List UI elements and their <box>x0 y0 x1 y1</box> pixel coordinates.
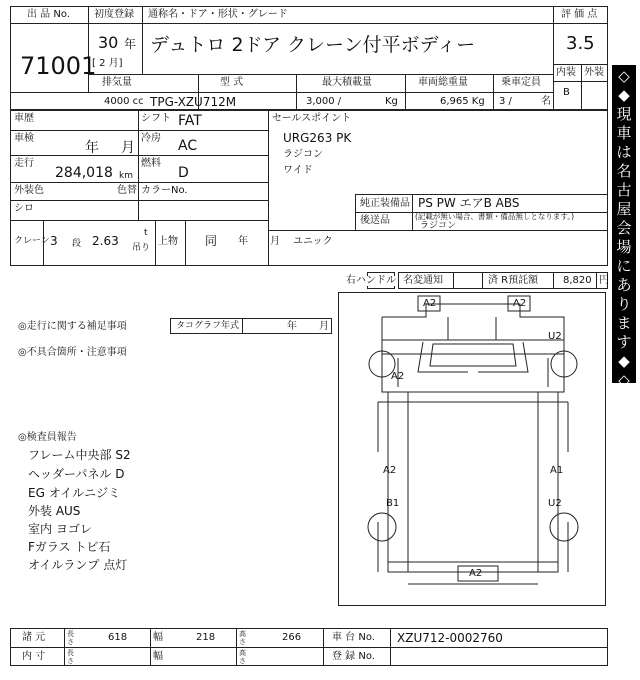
crane-stages-unit: 段 <box>72 239 82 249</box>
side-banner-char: ◇ <box>618 371 630 389</box>
inspector-line-4: 外装 AUS <box>28 504 81 518</box>
reg-no-label: 登 録 No. <box>332 651 375 662</box>
side-banner-char: 名 <box>616 162 632 180</box>
damage-mark-rear: A2 <box>469 568 483 579</box>
damage-mark-front-right: A2 <box>513 298 527 309</box>
mileage-value: 284,018 <box>55 165 113 181</box>
crane-maker: ユニック <box>293 236 333 247</box>
inspector-line-3: EG オイルニジミ <box>28 486 121 500</box>
side-banner-char: 車 <box>616 124 632 142</box>
color-change-label: 色替 <box>117 185 137 196</box>
score-value: 3.5 <box>566 33 595 54</box>
score-label: 評 価 点 <box>561 9 598 20</box>
side-banner-char: ◆ <box>618 352 630 370</box>
width-value: 218 <box>196 632 216 643</box>
standard-equipment-value: PS PW エアB ABS <box>418 196 520 210</box>
inspector-line-2: ヘッダーパネル D <box>28 467 125 481</box>
color-no-label: カラーNo. <box>141 185 188 196</box>
inspector-line-7: オイルランプ 点灯 <box>28 558 128 572</box>
side-banner-char: 会 <box>616 219 632 237</box>
lot-number: 71001 <box>20 52 97 80</box>
first-reg-year: 30 <box>98 33 119 52</box>
damage-mark-left-rear: B1 <box>386 498 400 509</box>
ext-color-label: 外装色 <box>14 185 44 196</box>
side-banner-char: 場 <box>616 238 632 256</box>
crane-tons: 2.63 <box>92 234 119 248</box>
sales-point-line-2: ラジコン <box>283 149 323 160</box>
model-value: TPG-XZU712M <box>150 95 237 109</box>
gross-weight-label: 車両総重量 <box>418 77 468 88</box>
crane-year-unit: 年 <box>238 236 248 247</box>
dims-label: 諸 元 <box>22 632 46 643</box>
chassis-value: XZU712-0002760 <box>397 631 503 645</box>
damage-mark-right-rear: U2 <box>548 498 562 509</box>
crane-tons-unit-top: t <box>144 228 148 238</box>
side-banner-char: は <box>616 143 632 161</box>
gross-weight-value: 6,965 Kg <box>440 96 485 107</box>
side-banner-char: す <box>616 333 632 351</box>
car-name: デュトロ 2ドア クレーン付平ボディー <box>150 34 476 56</box>
inspector-line-5: 室内 ヨゴレ <box>28 522 92 536</box>
side-banner <box>612 65 636 389</box>
aftermarket-note: (記載が無い場合、書類・備品無しとなります。) <box>415 212 575 221</box>
crane-tons-unit: 吊り <box>132 243 151 253</box>
history-label: 車歴 <box>14 113 34 124</box>
width-label: 幅 <box>153 632 163 643</box>
driving-notes-label: ◎走行に関する補足事項 <box>18 321 127 332</box>
car-name-label: 通称名・ドア・形状・グレード <box>148 9 288 20</box>
inner-dims-label: 内 寸 <box>22 651 46 662</box>
inspector-label: ◎検査員報告 <box>18 432 77 443</box>
recycle-unit: 円 <box>599 275 609 286</box>
side-banner-char: 古 <box>616 181 632 199</box>
chassis-label: 車 台 No. <box>332 632 375 643</box>
name-change-box <box>453 272 483 289</box>
recycle-label: 済 R預託額 <box>488 275 539 286</box>
tacho-label: タコグラフ年式 <box>176 321 240 331</box>
inspection-label: 車検 <box>14 133 34 144</box>
sales-point-line-3: ワイド <box>283 165 313 176</box>
standard-equipment-label: 純正装備品 <box>360 198 410 209</box>
damage-mark-left-cab: A2 <box>391 371 405 382</box>
height-value: 266 <box>282 632 302 643</box>
name-change-label: 名変通知 <box>403 275 443 286</box>
capacity-unit: 名 <box>541 96 551 107</box>
vehicle-damage-diagram <box>338 292 606 610</box>
ac-value: AC <box>178 138 198 154</box>
tacho-month-unit: 月 <box>319 321 329 332</box>
aftermarket-value: ラジコン <box>420 221 457 231</box>
inspector-line-6: Fガラス トビ石 <box>28 540 111 554</box>
length-value: 618 <box>108 632 128 643</box>
max-load-value: 3,000 / <box>306 96 342 107</box>
shift-value: FAT <box>178 113 202 129</box>
handle-value: 右ハンドル <box>346 275 396 286</box>
defects-label: ◎不具合箇所・注意事項 <box>18 347 127 358</box>
crane-mount-label: 上物 <box>158 236 178 247</box>
length-label: 長さ <box>67 630 74 646</box>
inspection-year-unit: 年 <box>85 140 99 156</box>
side-banner-char: に <box>616 257 632 275</box>
inspector-line-1: フレーム中央部 S2 <box>28 448 131 462</box>
recycle-amount: 8,820 <box>563 275 592 286</box>
displacement-value: 4000 cc <box>104 96 144 107</box>
side-banner-char: ◆ <box>618 86 630 104</box>
side-banner-char: あ <box>616 276 632 294</box>
inner-length-label: 長さ <box>67 649 74 665</box>
crane-label: クレーン <box>14 236 50 246</box>
capacity-value: 3 / <box>499 96 512 107</box>
first-reg-label: 初度登録 <box>94 9 134 20</box>
interior-grade: B <box>563 87 570 98</box>
max-load-unit: Kg <box>385 96 398 107</box>
ext-color-value: シロ <box>14 203 34 214</box>
ac-label: 冷房 <box>141 133 161 144</box>
shift-label: シフト <box>141 113 171 124</box>
displacement-label: 排気量 <box>102 77 132 88</box>
crane-mount-same: 同 <box>205 234 218 248</box>
aftermarket-label: 後送品 <box>360 215 390 226</box>
side-banner-char: ◇ <box>618 67 630 85</box>
damage-mark-right-cab: U2 <box>548 331 562 342</box>
damage-mark-right-bed: A1 <box>550 465 564 476</box>
max-load-label: 最大積載量 <box>322 77 372 88</box>
damage-mark-front-left: A2 <box>423 298 437 309</box>
tacho-year-unit: 年 <box>287 321 297 332</box>
capacity-label: 乗車定員 <box>501 77 541 88</box>
model-label: 型 式 <box>220 77 244 88</box>
mileage-unit: km <box>119 171 133 181</box>
lot-label: 出 品 No. <box>27 9 70 20</box>
interior-label: 内装 <box>556 67 576 78</box>
side-banner-char: り <box>616 295 632 313</box>
side-banner-char: 屋 <box>616 200 632 218</box>
crane-stages: 3 <box>50 234 58 248</box>
side-banner-char: ま <box>616 314 632 332</box>
fuel-value: D <box>178 165 189 181</box>
side-banner-char: 現 <box>616 105 632 123</box>
exterior-label: 外装 <box>584 67 604 78</box>
crane-month-unit: 月 <box>270 236 280 247</box>
height-label: 高さ <box>239 630 246 646</box>
fuel-label: 燃料 <box>141 158 161 169</box>
sales-point-line-1: URG263 PK <box>283 131 352 145</box>
first-reg-year-unit: 年 <box>124 37 137 51</box>
inner-width-label: 幅 <box>153 651 163 662</box>
damage-mark-left-bed: A2 <box>383 465 397 476</box>
inner-height-label: 高さ <box>239 649 246 665</box>
first-reg-month: [ 2 月] <box>92 58 123 69</box>
sales-point-label: セールスポイント <box>272 113 352 124</box>
mileage-label: 走行 <box>14 158 34 169</box>
inspection-month-unit: 月 <box>121 140 135 156</box>
